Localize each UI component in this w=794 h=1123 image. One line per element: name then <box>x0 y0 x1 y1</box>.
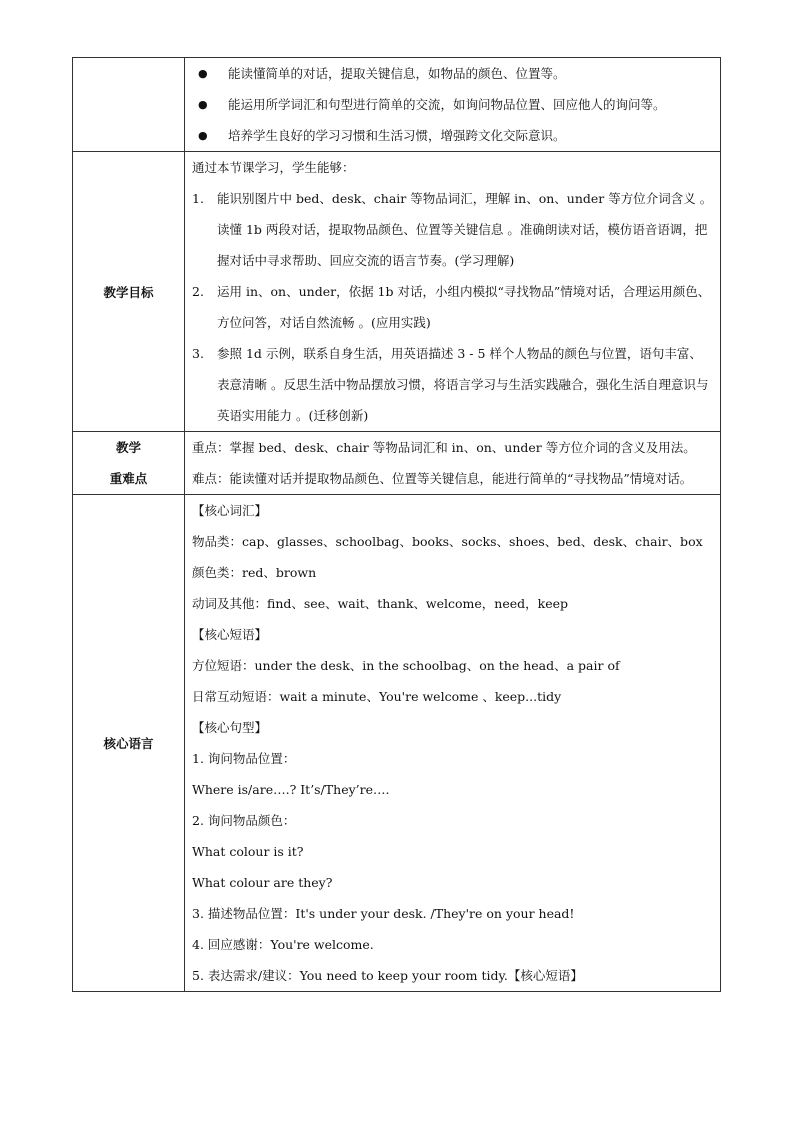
core-language-line: 5. 表达需求/建议：You need to keep your room tidy.【核心短语】 <box>192 968 583 983</box>
core-language-row <box>73 495 721 992</box>
bullet-text: 培养学生良好的学习习惯和生活习惯，增强跨文化交际意识。 <box>228 128 566 143</box>
key-points-label-line2: 重难点 <box>109 471 148 486</box>
lesson-plan-table <box>72 57 721 992</box>
core-language-label: 核心语言 <box>73 495 185 992</box>
goal-text: 参照 1d 示例，联系自身生活，用英语描述 3 - 5 样个人物品的颜色与位置，语句丰富、表意清晰 。反思生活中物品摆放习惯，将语言学习与生活实践融合，强化生活自理意识与英语实用能力 。(迁移创新) <box>217 346 709 423</box>
goal-number: 2. <box>192 284 204 299</box>
bullet-icon: ● <box>198 129 208 142</box>
bullet-item <box>192 120 714 151</box>
goal-text: 能识别图片中 bed、desk、chair 等物品词汇，理解 in、on、under 等方位介词含义 。读懂 1b 两段对话，提取物品颜色、位置等关键信息 。准确朗读对话，模仿语音语调，把握对话中寻求帮助、回应交流的语言节奏。(学习理解) <box>217 191 713 268</box>
key-points-row <box>73 432 721 495</box>
teaching-goals-label: 教学目标 <box>73 152 185 432</box>
key-focus: 重点：掌握 bed、desk、chair 等物品词汇和 in、on、under 等方位介词的含义及用法。 <box>192 440 696 455</box>
key-points-label <box>73 432 185 495</box>
key-points-label-line1: 教学 <box>115 440 141 455</box>
core-language-line: 方位短语：under the desk、in the schoolbag、on the head、a pair of <box>192 658 620 673</box>
goal-item <box>192 183 714 276</box>
objectives-label-cell <box>73 58 185 152</box>
goal-item <box>192 338 714 431</box>
key-points-cell <box>185 432 721 495</box>
teaching-goals-row <box>73 152 721 432</box>
core-language-line: 动词及其他：find、see、wait、thank、welcome，need，keep <box>192 596 569 611</box>
goal-text: 运用 in、on、under，依据 1b 对话，小组内模拟“寻找物品”情境对话，合理运用颜色、方位问答，对话自然流畅 。(应用实践) <box>217 284 711 330</box>
teaching-goals-cell <box>185 152 721 432</box>
core-language-line: What colour are they? <box>192 875 333 890</box>
goal-item <box>192 276 714 338</box>
core-language-line: 物品类：cap、glasses、schoolbag、books、socks、shoes、bed、desk、chair、box <box>192 534 703 549</box>
bullet-icon: ● <box>198 67 208 80</box>
bullet-item <box>192 89 714 120</box>
objectives-row <box>73 58 721 152</box>
goal-number: 1. <box>192 191 204 206</box>
core-language-line: 【核心短语】 <box>192 627 268 642</box>
core-language-cell <box>185 495 721 992</box>
goals-intro: 通过本节课学习，学生能够： <box>192 160 355 175</box>
core-language-line: 3. 描述物品位置：It's under your desk. /They're on your head! <box>192 906 575 921</box>
core-language-line: 【核心词汇】 <box>192 503 268 518</box>
core-language-line: 日常互动短语：wait a minute、You're welcome 、keep...tidy <box>192 689 562 704</box>
core-language-line: 颜色类：red、brown <box>192 565 317 580</box>
core-language-line: 【核心句型】 <box>192 720 268 735</box>
key-difficulty: 难点：能读懂对话并提取物品颜色、位置等关键信息，能进行简单的“寻找物品”情境对话。 <box>192 471 693 486</box>
core-language-line: What colour is it? <box>192 844 304 859</box>
bullet-item <box>192 58 714 89</box>
objectives-cell <box>185 58 721 152</box>
core-language-line: 2. 询问物品颜色： <box>192 813 296 828</box>
goal-number: 3. <box>192 346 204 361</box>
core-language-line: 1. 询问物品位置： <box>192 751 296 766</box>
bullet-icon: ● <box>198 98 208 111</box>
core-language-line: Where is/are….? It’s/They’re…. <box>192 782 390 797</box>
core-language-line: 4. 回应感谢：You're welcome. <box>192 937 374 952</box>
bullet-text: 能读懂简单的对话，提取关键信息，如物品的颜色、位置等。 <box>228 66 566 81</box>
bullet-text: 能运用所学词汇和句型进行简单的交流，如询问物品位置、回应他人的询问等。 <box>228 97 666 112</box>
